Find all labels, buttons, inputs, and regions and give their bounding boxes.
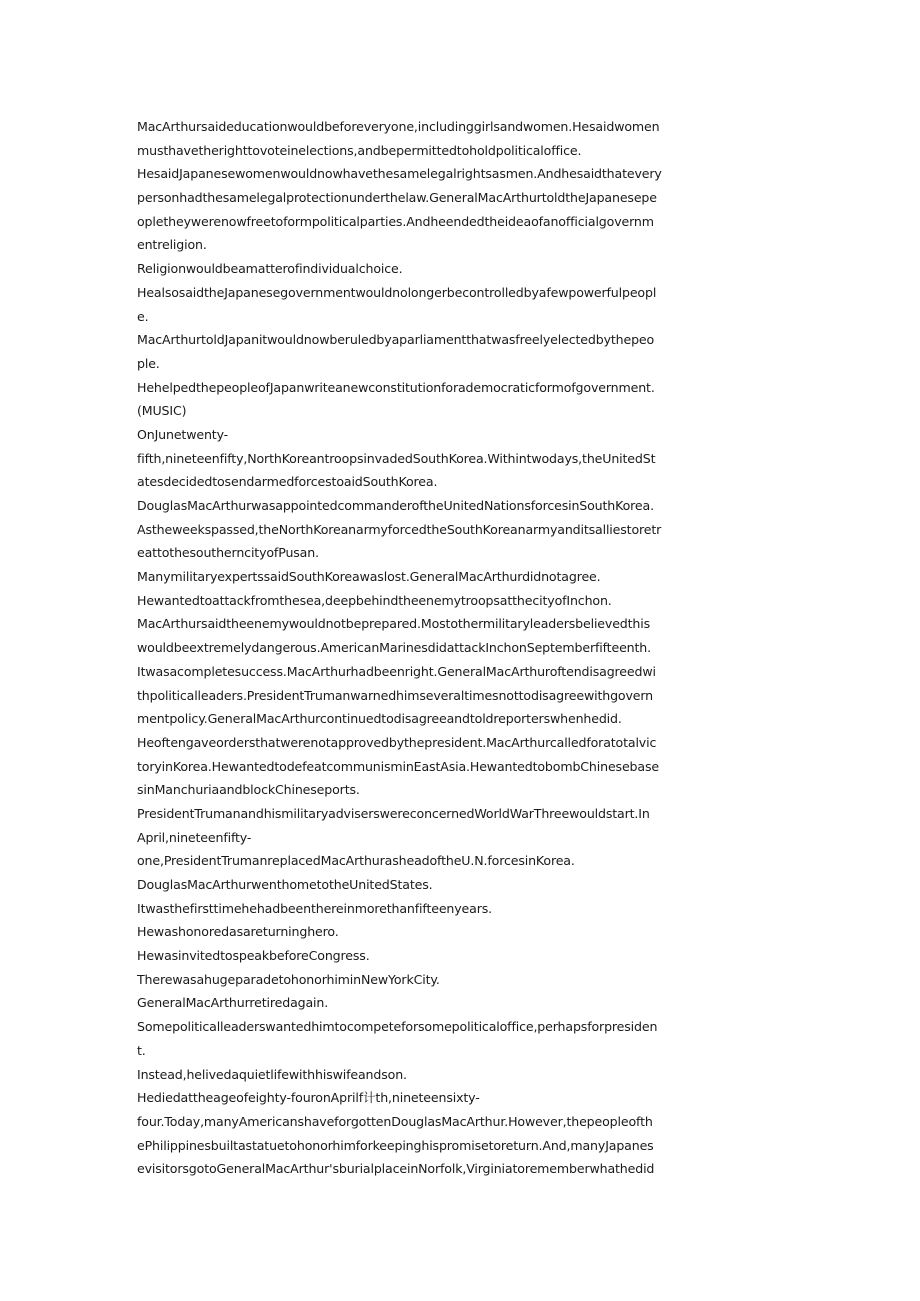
text-line: TherewasahugeparadetohonorhiminNewYorkCity. xyxy=(137,971,440,987)
text-line: e. xyxy=(137,308,149,324)
text-line: ManymilitaryexpertssaidSouthKoreawaslost.GeneralMacArthurdidnotagree. xyxy=(137,569,601,585)
text-line: entreligion. xyxy=(137,237,207,253)
text-line: Hewashonoredasareturninghero. xyxy=(137,924,339,940)
text-line: Instead,helivedaquietlifewithhiswifeandson. xyxy=(137,1066,407,1082)
text-line: musthavetherighttovoteinelections,andbepermittedtoholdpoliticaloffice. xyxy=(137,142,582,158)
text-line: GeneralMacArthurretiredagain. xyxy=(137,995,329,1011)
text-line: MacArthursaidtheenemywouldnotbeprepared.Mostothermilitaryleadersbelievedthis xyxy=(137,616,651,632)
text-line: HealsosaidtheJapanesegovernmentwouldnolongerbecontrolledbyafewpowerfulpeopl xyxy=(137,284,657,300)
document-body-text xyxy=(137,115,682,1181)
text-line: Religionwouldbeamatterofindividualchoice. xyxy=(137,261,403,277)
text-line: HehelpedthepeopleofJapanwriteanewconstitutionforademocraticformofgovernment. xyxy=(137,379,655,395)
text-line: MacArthurtoldJapanitwouldnowberuledbyaparliamentthatwasfreelyelectedbythepeo xyxy=(137,332,655,348)
text-line: Itwasthefirsttimehehadbeenthereinmorethanfifteenyears. xyxy=(137,900,493,916)
text-line: DouglasMacArthurwenthometotheUnitedStates. xyxy=(137,877,433,892)
text-line: mentpolicy.GeneralMacArthurcontinuedtodisagreeandtoldreporterswhenhedid. xyxy=(137,711,622,727)
text-line: four.Today,manyAmericanshaveforgottenDouglasMacArthur.However,thepeopleofth xyxy=(137,1113,653,1129)
text-line: toryinKorea.HewantedtodefeatcommunisminEastAsia.HewantedtobombChinesebase xyxy=(137,758,659,774)
text-line: one,PresidentTrumanreplacedMacArthurasheadoftheU.N.forcesinKorea. xyxy=(137,853,575,869)
text-line: DouglasMacArthurwasappointedcommanderoftheUnitedNationsforcesinSouthKorea. xyxy=(137,498,654,513)
text-line: evisitorsgotoGeneralMacArthur'sburialplaceinNorfolk,Virginiatorememberwhathedid xyxy=(137,1161,655,1177)
text-line: OnJunetwenty- xyxy=(137,426,229,442)
text-line: Somepoliticalleaderswantedhimtocompeteforsomepoliticaloffice,perhapsforpresiden xyxy=(137,1019,658,1035)
text-line: Heoftengaveordersthatwerenotapprovedbythepresident.MacArthurcalledforatotalvic xyxy=(137,734,657,750)
text-line: thpoliticalleaders.PresidentTrumanwarnedhimseveraltimesnottodisagreewithgovern xyxy=(137,687,654,703)
text-line: Hewantedtoattackfromthesea,deepbehindtheenemytroopsatthecityofInchon. xyxy=(137,592,612,608)
text-line: April,nineteenfifty- xyxy=(137,829,252,845)
text-line: sinManchuriaandblockChineseports. xyxy=(137,782,360,798)
text-line: HewasinvitedtospeakbeforeCongress. xyxy=(137,948,370,964)
text-line: ple. xyxy=(137,355,160,371)
text-line: PresidentTrumanandhismilitaryadviserswereconcernedWorldWarThreewouldstart.In xyxy=(137,805,650,821)
text-line: atesdecidedtosendarmedforcestoaidSouthKorea. xyxy=(137,474,438,490)
text-line: wouldbeextremelydangerous.AmericanMarinesdidattackInchonSeptemberfifteenth. xyxy=(137,640,651,656)
text-line: personhadthesamelegalprotectionunderthelaw.GeneralMacArthurtoldtheJapanesepe xyxy=(137,190,657,206)
text-line: t. xyxy=(137,1042,146,1058)
text-line: Hediedattheageofeighty-fouronAprilf计th,nineteensixty- xyxy=(137,1090,480,1106)
text-line: Astheweekspassed,theNorthKoreanarmyforcedtheSouthKoreanarmyanditsalliestoretr xyxy=(137,521,662,537)
text-line: eattothesoutherncityofPusan. xyxy=(137,545,319,561)
text-line: ePhilippinesbuiltastatuetohonorhimforkeepinghispromisetoreturn.And,manyJapanes xyxy=(137,1137,654,1153)
text-line: MacArthursaideducationwouldbeforeveryone,includinggirlsandwomen.Hesaidwomen xyxy=(137,119,660,134)
text-line: opletheywerenowfreetoformpoliticalparties.Andheendedtheideaofanofficialgovernm xyxy=(137,213,654,229)
text-line: Itwasacompletesuccess.MacArthurhadbeenright.GeneralMacArthuroftendisagreedwi xyxy=(137,663,656,679)
text-line: HesaidJapanesewomenwouldnowhavethesamelegalrightsasmen.Andhesaidthatevery xyxy=(137,166,662,182)
text-line: fifth,nineteenfifty,NorthKoreantroopsinvadedSouthKorea.Withintwodays,theUnitedSt xyxy=(137,450,656,466)
text-line: (MUSIC) xyxy=(137,403,187,419)
